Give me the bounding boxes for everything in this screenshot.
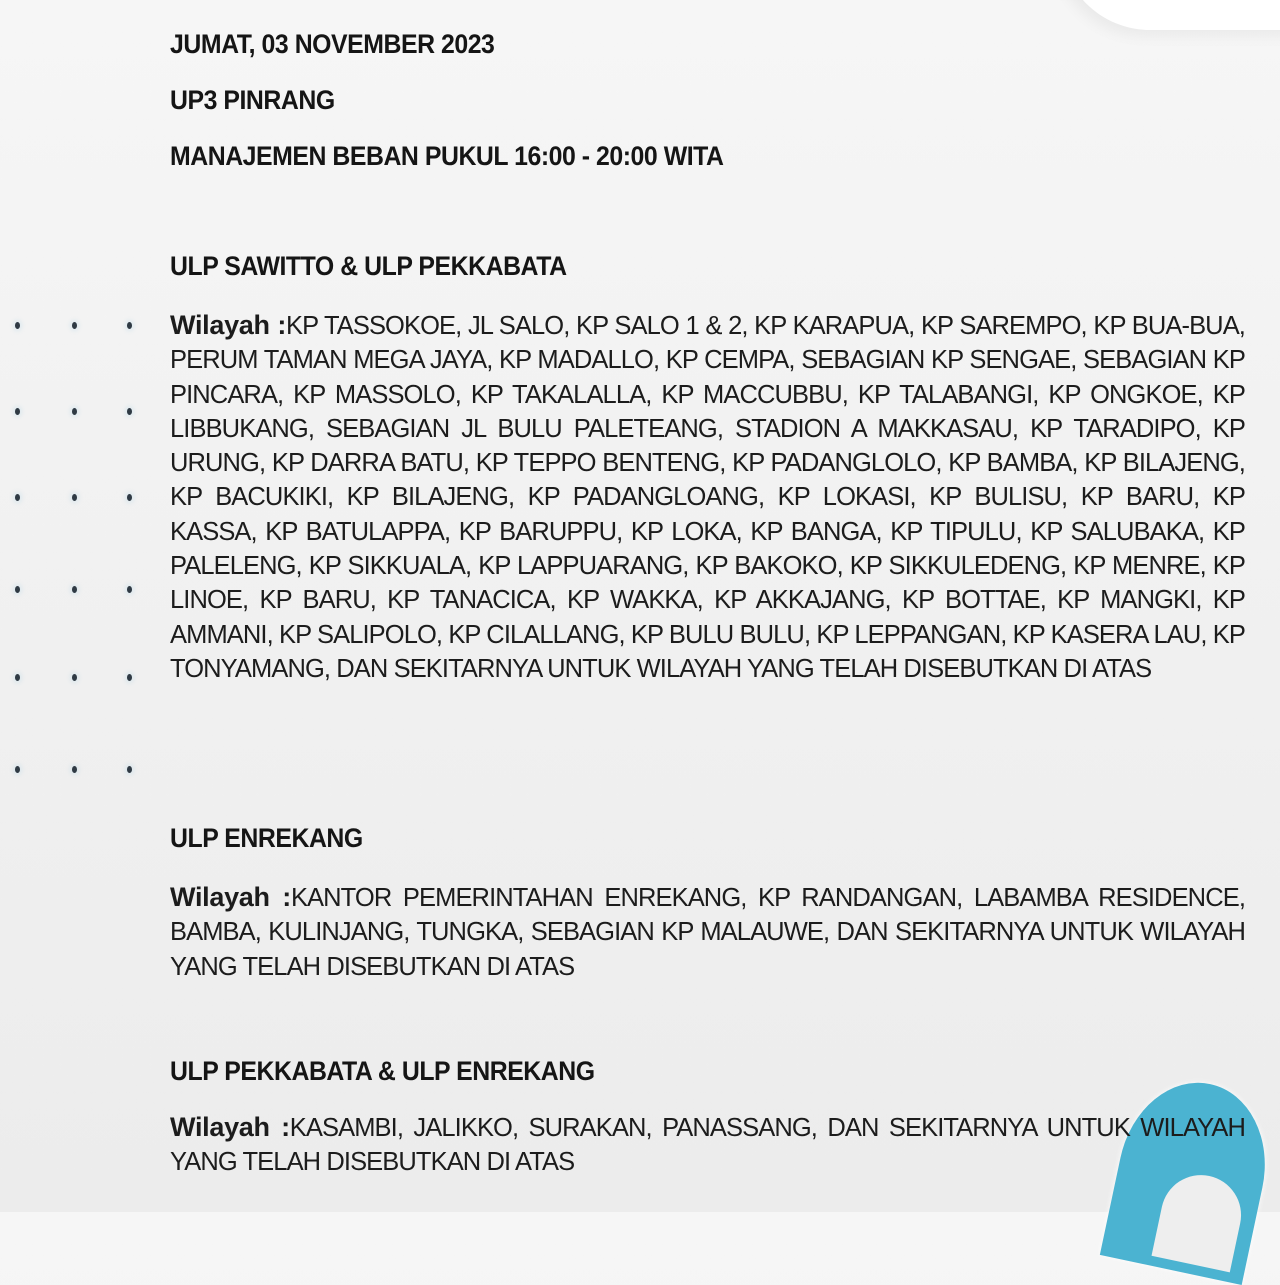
areas-label: Wilayah :: [170, 1112, 290, 1142]
dot-icon: [72, 408, 77, 415]
dot-icon: [15, 322, 20, 329]
unit-heading: UP3 PINRANG: [170, 85, 335, 115]
decorative-swoosh: [1060, 0, 1280, 30]
dot-icon: [15, 586, 20, 593]
schedule-heading: MANAJEMEN BEBAN PUKUL 16:00 - 20:00 WITA: [170, 141, 724, 171]
dot-icon: [72, 586, 77, 593]
dot-icon: [127, 766, 132, 773]
dot-icon: [72, 674, 77, 681]
section-title-enrekang: ULP ENREKANG: [170, 823, 363, 853]
dot-icon: [72, 766, 77, 773]
areas-label: Wilayah :: [170, 882, 291, 912]
areas-list: KANTOR PEMERINTAHAN ENREKANG, KP RANDANGAN, LABAMBA RESIDENCE, BAMBA, KULINJANG, TUNGKA, SEBAGIAN KP MALAUWE, DAN SEKITARNYA UNTUK WILAYAH YANG TELAH DISEBUTKAN DI ATAS: [170, 884, 1245, 981]
dot-icon: [127, 586, 132, 593]
dot-icon: [15, 408, 20, 415]
dot-icon: [72, 322, 77, 329]
dot-icon: [15, 674, 20, 681]
areas-label: Wilayah :: [170, 310, 287, 340]
dot-icon: [127, 408, 132, 415]
areas-list: KP TASSOKOE, JL SALO, KP SALO 1 & 2, KP KARAPUA, KP SAREMPO, KP BUA-BUA, PERUM TAMAN MEGA JAYA, KP MADALLO, KP CEMPA, SEBAGIAN KP SENGAE, SEBAGIAN KP PINCARA, KP MASSOLO, KP TAKALALLA, KP MACCUBBU, KP TALABANGI, KP ONGKOE, KP LIBBUKANG, SEBAGIAN JL BULU PALETEANG, STADION A MAKKASAU, KP TARADIPO, KP URUNG, KP DARRA BATU, KP TEPPO BENTENG, KP PADANGLOLO, KP BAMBA, KP BILAJENG, KP BACUKIKI, KP BILAJENG, KP PADANGLOANG, KP LOKASI, KP BULISU, KP BARU, KP KASSA, KP BATULAPPA, KP BARUPPU, KP LOKA, KP BANGA, KP TIPULU, KP SALUBAKA, KP PALELENG, KP SIKKUALA, KP LAPPUARANG, KP BAKOKO, KP SIKKULEDENG, KP MENRE, KP LINOE, KP BARU, KP TANACICA, KP WAKKA, KP AKKAJANG, KP BOTTAE, KP MANGKI, KP AMMANI, KP SALIPOLO, KP CILALLANG, KP BULU BULU, KP LEPPANGAN, KP KASERA LAU, KP TONYAMANG, DAN SEKITARNYA UNTUK WILAYAH YANG TELAH DISEBUTKAN DI ATAS: [170, 312, 1245, 683]
section-areas-pekkabata-enrekang: [170, 1110, 1245, 1180]
section-title-pekkabata-enrekang: ULP PEKKABATA & ULP ENREKANG: [170, 1056, 595, 1086]
dot-grid-decoration: [10, 316, 140, 786]
dot-icon: [127, 494, 132, 501]
dot-icon: [72, 494, 77, 501]
section-title-sawitto-pekkabata: ULP SAWITTO & ULP PEKKABATA: [170, 251, 567, 281]
date-heading: JUMAT, 03 NOVEMBER 2023: [170, 29, 495, 59]
areas-list: KASAMBI, JALIKKO, SURAKAN, PANASSANG, DAN SEKITARNYA UNTUK WILAYAH YANG TELAH DISEBUTKAN DI ATAS: [170, 1114, 1245, 1177]
dot-icon: [127, 322, 132, 329]
dot-icon: [127, 674, 132, 681]
section-areas-sawitto-pekkabata: [170, 308, 1245, 686]
dot-icon: [15, 494, 20, 501]
section-areas-enrekang: [170, 880, 1245, 984]
dot-icon: [15, 766, 20, 773]
